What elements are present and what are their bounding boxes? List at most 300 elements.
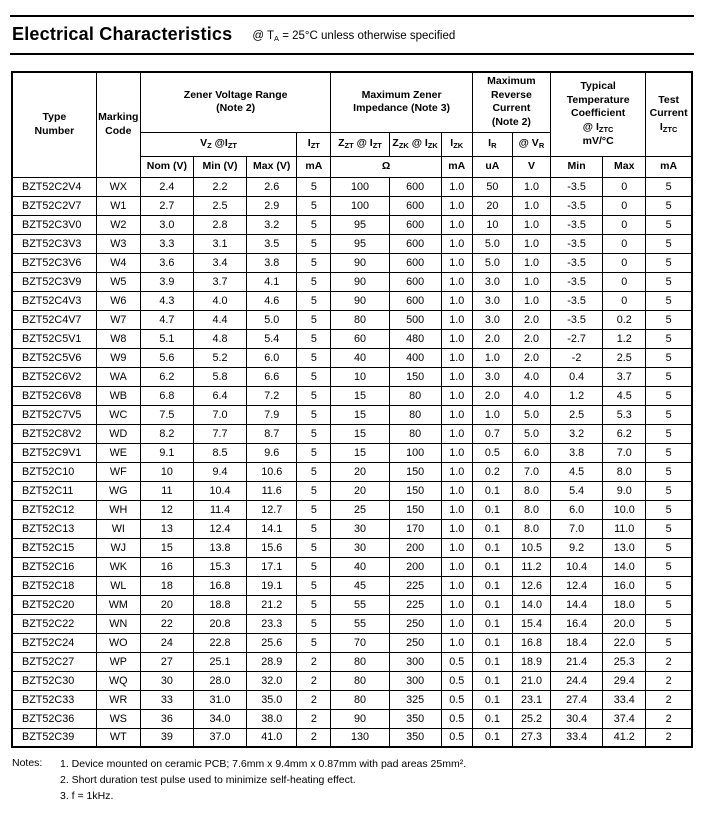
zzt-cell: 15 (331, 405, 389, 424)
vz-max-cell: 3.8 (247, 253, 297, 272)
zzt-cell: 30 (331, 538, 389, 557)
vz-min-cell: 2.8 (193, 215, 246, 234)
vz-max-cell: 15.6 (247, 538, 297, 557)
vr-cell: 5.0 (512, 424, 550, 443)
vz-nom-cell: 3.9 (140, 272, 193, 291)
zzt-cell: 70 (331, 633, 389, 652)
test-current-cell: 5 (646, 367, 692, 386)
tc-max-cell: 2.5 (603, 348, 646, 367)
tc-max-cell: 20.0 (603, 614, 646, 633)
unit-header-izk-ma: mA (441, 156, 472, 177)
ir-cell: 3.0 (472, 291, 512, 310)
test-current-cell: 2 (646, 728, 692, 747)
type-number-cell: BZT52C16 (12, 557, 96, 576)
izk-cell: 1.0 (441, 234, 472, 253)
table-row (12, 633, 692, 652)
table-header (12, 72, 692, 177)
vz-min-cell: 4.8 (193, 329, 246, 348)
zzk-cell: 150 (389, 367, 441, 386)
izk-cell: 1.0 (441, 405, 472, 424)
vz-nom-cell: 11 (140, 481, 193, 500)
vr-cell: 4.0 (512, 386, 550, 405)
table-row (12, 595, 692, 614)
ir-cell: 20 (472, 196, 512, 215)
table-row (12, 538, 692, 557)
vz-min-cell: 2.5 (193, 196, 246, 215)
izt-cell: 5 (297, 329, 331, 348)
type-number-cell: BZT52C15 (12, 538, 96, 557)
zzk-cell: 100 (389, 443, 441, 462)
vz-min-cell: 5.8 (193, 367, 246, 386)
izt-cell: 5 (297, 310, 331, 329)
note-item-1: 1. Device mounted on ceramic PCB; 7.6mm x 9.4mm x 0.87mm with pad areas 25mm². (60, 758, 467, 771)
table-row (12, 386, 692, 405)
vz-max-cell: 9.6 (247, 443, 297, 462)
test-current-cell: 5 (646, 576, 692, 595)
type-number-cell: BZT52C39 (12, 728, 96, 747)
zzk-cell: 400 (389, 348, 441, 367)
ir-cell: 0.1 (472, 671, 512, 690)
vr-cell: 11.2 (512, 557, 550, 576)
tc-min-cell: 30.4 (551, 709, 603, 728)
zzt-cell: 20 (331, 462, 389, 481)
table-row (12, 253, 692, 272)
vz-min-cell: 7.7 (193, 424, 246, 443)
zzt-cell: 40 (331, 348, 389, 367)
test-current-cell: 2 (646, 690, 692, 709)
izt-cell: 2 (297, 690, 331, 709)
vz-max-cell: 5.4 (247, 329, 297, 348)
zzk-cell: 325 (389, 690, 441, 709)
ir-cell: 1.0 (472, 348, 512, 367)
izk-cell: 1.0 (441, 633, 472, 652)
title-row (10, 17, 694, 53)
vr-cell: 1.0 (512, 234, 550, 253)
table-row (12, 177, 692, 196)
test-current-cell: 2 (646, 709, 692, 728)
notes-list (60, 757, 466, 804)
type-number-cell: BZT52C8V2 (12, 424, 96, 443)
tc-max-cell: 10.0 (603, 500, 646, 519)
vz-min-cell: 13.8 (193, 538, 246, 557)
table-row (12, 690, 692, 709)
marking-code-cell: WN (96, 614, 140, 633)
vz-max-cell: 23.3 (247, 614, 297, 633)
vz-min-cell: 12.4 (193, 519, 246, 538)
ir-cell: 3.0 (472, 367, 512, 386)
unit-header-ohm: Ω (331, 156, 441, 177)
izt-cell: 5 (297, 177, 331, 196)
izk-cell: 1.0 (441, 462, 472, 481)
tc-min-cell: 16.4 (551, 614, 603, 633)
vr-cell: 23.1 (512, 690, 550, 709)
table-row (12, 329, 692, 348)
marking-code-cell: WG (96, 481, 140, 500)
tc-max-cell: 6.2 (603, 424, 646, 443)
type-number-cell: BZT52C18 (12, 576, 96, 595)
vz-nom-cell: 20 (140, 595, 193, 614)
test-current-cell: 5 (646, 310, 692, 329)
vz-nom-cell: 6.2 (140, 367, 193, 386)
tc-max-cell: 0 (603, 291, 646, 310)
marking-code-cell: W7 (96, 310, 140, 329)
vz-min-cell: 9.4 (193, 462, 246, 481)
type-number-cell: BZT52C3V3 (12, 234, 96, 253)
tc-max-cell: 9.0 (603, 481, 646, 500)
izk-cell: 1.0 (441, 519, 472, 538)
table-body (12, 177, 692, 747)
ir-cell: 5.0 (472, 253, 512, 272)
zzt-cell: 25 (331, 500, 389, 519)
test-current-cell: 5 (646, 291, 692, 310)
izk-cell: 1.0 (441, 253, 472, 272)
vz-nom-cell: 30 (140, 671, 193, 690)
zzk-cell: 600 (389, 215, 441, 234)
izt-cell: 5 (297, 462, 331, 481)
vr-cell: 18.9 (512, 652, 550, 671)
tc-min-cell: 14.4 (551, 595, 603, 614)
vz-max-cell: 6.6 (247, 367, 297, 386)
col-header-izt: $I_{ZT}$ (297, 132, 331, 156)
vz-nom-cell: 18 (140, 576, 193, 595)
notes-section (12, 757, 694, 804)
marking-code-cell: W4 (96, 253, 140, 272)
izk-cell: 0.5 (441, 652, 472, 671)
table-row (12, 215, 692, 234)
tc-min-cell: 24.4 (551, 671, 603, 690)
test-current-cell: 5 (646, 177, 692, 196)
vz-nom-cell: 3.3 (140, 234, 193, 253)
zzt-cell: 45 (331, 576, 389, 595)
vr-cell: 6.0 (512, 443, 550, 462)
type-number-cell: BZT52C7V5 (12, 405, 96, 424)
vz-nom-cell: 15 (140, 538, 193, 557)
vz-max-cell: 6.0 (247, 348, 297, 367)
vz-max-cell: 8.7 (247, 424, 297, 443)
type-number-cell: BZT52C4V7 (12, 310, 96, 329)
tc-min-cell: -3.5 (551, 253, 603, 272)
tc-min-cell: 18.4 (551, 633, 603, 652)
izt-cell: 5 (297, 595, 331, 614)
tc-max-cell: 22.0 (603, 633, 646, 652)
tc-min-cell: 5.4 (551, 481, 603, 500)
marking-code-cell: WM (96, 595, 140, 614)
marking-code-cell: WR (96, 690, 140, 709)
zzk-cell: 150 (389, 462, 441, 481)
vr-cell: 1.0 (512, 196, 550, 215)
tc-max-cell: 8.0 (603, 462, 646, 481)
tc-min-cell: 1.2 (551, 386, 603, 405)
type-number-cell: BZT52C11 (12, 481, 96, 500)
col-header-test-current: Test Current $I_{ZTC}$ (646, 72, 692, 156)
tc-min-cell: 3.8 (551, 443, 603, 462)
table-row (12, 291, 692, 310)
izt-cell: 2 (297, 671, 331, 690)
vz-min-cell: 6.4 (193, 386, 246, 405)
test-current-cell: 5 (646, 329, 692, 348)
type-number-cell: BZT52C22 (12, 614, 96, 633)
vr-cell: 1.0 (512, 177, 550, 196)
table-row (12, 272, 692, 291)
tc-max-cell: 14.0 (603, 557, 646, 576)
table-row (12, 671, 692, 690)
title-rule (10, 53, 694, 55)
marking-code-cell: WS (96, 709, 140, 728)
tc-min-cell: -3.5 (551, 196, 603, 215)
zzk-cell: 80 (389, 405, 441, 424)
vz-max-cell: 10.6 (247, 462, 297, 481)
zzk-cell: 600 (389, 253, 441, 272)
datasheet-page (0, 15, 704, 804)
izk-cell: 1.0 (441, 500, 472, 519)
type-number-cell: BZT52C4V3 (12, 291, 96, 310)
tc-max-cell: 13.0 (603, 538, 646, 557)
test-current-cell: 5 (646, 234, 692, 253)
zzk-cell: 500 (389, 310, 441, 329)
izk-cell: 0.5 (441, 671, 472, 690)
test-current-cell: 2 (646, 652, 692, 671)
unit-header-vr-v: V (512, 156, 550, 177)
zzk-cell: 600 (389, 291, 441, 310)
zzk-cell: 480 (389, 329, 441, 348)
vr-cell: 16.8 (512, 633, 550, 652)
vr-cell: 12.6 (512, 576, 550, 595)
zzk-cell: 250 (389, 614, 441, 633)
unit-header-izt-ma: mA (297, 156, 331, 177)
izt-cell: 5 (297, 633, 331, 652)
table-row (12, 728, 692, 747)
type-number-cell: BZT52C33 (12, 690, 96, 709)
izk-cell: 0.5 (441, 690, 472, 709)
vz-max-cell: 32.0 (247, 671, 297, 690)
marking-code-cell: WQ (96, 671, 140, 690)
tc-max-cell: 0.2 (603, 310, 646, 329)
marking-code-cell: WX (96, 177, 140, 196)
vz-min-cell: 28.0 (193, 671, 246, 690)
marking-code-cell: WA (96, 367, 140, 386)
tc-max-cell: 0 (603, 177, 646, 196)
tc-min-cell: -3.5 (551, 234, 603, 253)
vz-max-cell: 19.1 (247, 576, 297, 595)
marking-code-cell: WT (96, 728, 140, 747)
ir-cell: 10 (472, 215, 512, 234)
col-header-max-reverse-current: Maximum Reverse Current (Note 2) (472, 72, 550, 132)
ir-cell: 0.5 (472, 443, 512, 462)
zzt-cell: 40 (331, 557, 389, 576)
izt-cell: 5 (297, 519, 331, 538)
type-number-cell: BZT52C13 (12, 519, 96, 538)
zzk-cell: 350 (389, 709, 441, 728)
vz-min-cell: 5.2 (193, 348, 246, 367)
unit-header-min: Min (V) (193, 156, 246, 177)
type-number-cell: BZT52C3V9 (12, 272, 96, 291)
vr-cell: 27.3 (512, 728, 550, 747)
tc-min-cell: 9.2 (551, 538, 603, 557)
vz-nom-cell: 2.7 (140, 196, 193, 215)
izk-cell: 1.0 (441, 310, 472, 329)
marking-code-cell: W3 (96, 234, 140, 253)
note-item-3: 3. f = 1kHz. (60, 789, 114, 802)
zzk-cell: 350 (389, 728, 441, 747)
vz-min-cell: 31.0 (193, 690, 246, 709)
izt-cell: 5 (297, 367, 331, 386)
tc-min-cell: 33.4 (551, 728, 603, 747)
test-current-cell: 5 (646, 462, 692, 481)
zzk-cell: 225 (389, 595, 441, 614)
vz-max-cell: 5.0 (247, 310, 297, 329)
tc-max-cell: 29.4 (603, 671, 646, 690)
tc-min-cell: 6.0 (551, 500, 603, 519)
vz-max-cell: 3.5 (247, 234, 297, 253)
notes-label: Notes: (12, 757, 43, 770)
izk-cell: 1.0 (441, 595, 472, 614)
tc-min-cell: -3.5 (551, 291, 603, 310)
marking-code-cell: W6 (96, 291, 140, 310)
izk-cell: 1.0 (441, 481, 472, 500)
vr-cell: 8.0 (512, 481, 550, 500)
ir-cell: 50 (472, 177, 512, 196)
type-number-cell: BZT52C6V2 (12, 367, 96, 386)
test-current-cell: 5 (646, 443, 692, 462)
vr-cell: 25.2 (512, 709, 550, 728)
tc-max-cell: 1.2 (603, 329, 646, 348)
test-current-cell: 5 (646, 557, 692, 576)
ir-cell: 5.0 (472, 234, 512, 253)
marking-code-cell: WP (96, 652, 140, 671)
tc-max-cell: 33.4 (603, 690, 646, 709)
vz-max-cell: 2.6 (247, 177, 297, 196)
izt-cell: 5 (297, 443, 331, 462)
izt-cell: 5 (297, 386, 331, 405)
vz-min-cell: 4.0 (193, 291, 246, 310)
vr-cell: 1.0 (512, 272, 550, 291)
izk-cell: 1.0 (441, 272, 472, 291)
vz-max-cell: 17.1 (247, 557, 297, 576)
izt-cell: 5 (297, 253, 331, 272)
test-current-cell: 5 (646, 348, 692, 367)
zzk-cell: 200 (389, 538, 441, 557)
zzk-cell: 250 (389, 633, 441, 652)
marking-code-cell: W1 (96, 196, 140, 215)
vz-nom-cell: 3.6 (140, 253, 193, 272)
izt-cell: 5 (297, 481, 331, 500)
zzt-cell: 95 (331, 234, 389, 253)
izt-cell: 5 (297, 500, 331, 519)
vz-min-cell: 3.7 (193, 272, 246, 291)
tc-min-cell: -2.7 (551, 329, 603, 348)
vr-cell: 2.0 (512, 329, 550, 348)
type-number-cell: BZT52C24 (12, 633, 96, 652)
vz-min-cell: 16.8 (193, 576, 246, 595)
izt-cell: 2 (297, 652, 331, 671)
zzt-cell: 80 (331, 652, 389, 671)
marking-code-cell: WJ (96, 538, 140, 557)
vz-min-cell: 10.4 (193, 481, 246, 500)
type-number-cell: BZT52C36 (12, 709, 96, 728)
izt-cell: 5 (297, 538, 331, 557)
table-row (12, 500, 692, 519)
izt-cell: 5 (297, 614, 331, 633)
test-current-cell: 5 (646, 614, 692, 633)
test-current-cell: 5 (646, 519, 692, 538)
izt-cell: 2 (297, 728, 331, 747)
marking-code-cell: WF (96, 462, 140, 481)
izk-cell: 1.0 (441, 196, 472, 215)
table-row (12, 405, 692, 424)
vz-max-cell: 12.7 (247, 500, 297, 519)
table-row (12, 557, 692, 576)
tc-min-cell: 2.5 (551, 405, 603, 424)
tc-max-cell: 0 (603, 253, 646, 272)
vz-max-cell: 38.0 (247, 709, 297, 728)
izt-cell: 2 (297, 709, 331, 728)
ir-cell: 3.0 (472, 310, 512, 329)
table-row (12, 424, 692, 443)
izt-cell: 5 (297, 291, 331, 310)
unit-header-tc-min: Min (551, 156, 603, 177)
col-header-vz-at-izt: $V_Z$ $@I_{ZT}$ (140, 132, 296, 156)
ir-cell: 0.1 (472, 557, 512, 576)
zzk-cell: 80 (389, 424, 441, 443)
type-number-cell: BZT52C20 (12, 595, 96, 614)
zzk-cell: 600 (389, 196, 441, 215)
vz-max-cell: 2.9 (247, 196, 297, 215)
unit-header-tc-max: Max (603, 156, 646, 177)
izk-cell: 1.0 (441, 557, 472, 576)
marking-code-cell: WO (96, 633, 140, 652)
table-row (12, 481, 692, 500)
tc-max-cell: 3.7 (603, 367, 646, 386)
vr-cell: 7.0 (512, 462, 550, 481)
type-number-cell: BZT52C9V1 (12, 443, 96, 462)
tc-max-cell: 0 (603, 196, 646, 215)
tc-max-cell: 11.0 (603, 519, 646, 538)
izt-cell: 5 (297, 424, 331, 443)
marking-code-cell: WL (96, 576, 140, 595)
vz-max-cell: 3.2 (247, 215, 297, 234)
zzk-cell: 300 (389, 671, 441, 690)
test-current-cell: 5 (646, 405, 692, 424)
zzt-cell: 130 (331, 728, 389, 747)
vr-cell: 21.0 (512, 671, 550, 690)
izk-cell: 1.0 (441, 348, 472, 367)
vz-nom-cell: 22 (140, 614, 193, 633)
type-number-cell: BZT52C12 (12, 500, 96, 519)
test-current-cell: 5 (646, 253, 692, 272)
ir-cell: 0.1 (472, 690, 512, 709)
marking-code-cell: WC (96, 405, 140, 424)
page-title: Electrical Characteristics (12, 24, 233, 44)
type-number-cell: BZT52C10 (12, 462, 96, 481)
col-header-zener-voltage-range: Zener Voltage Range (Note 2) (140, 72, 331, 132)
title-condition: @ $T_A = 25^\circ C$ unless otherwise specified (252, 29, 456, 43)
col-header-zzk-at-izk: $Z_{ZK}$ @ $I_{ZK}$ (389, 132, 441, 156)
vz-min-cell: 3.4 (193, 253, 246, 272)
marking-code-cell: W2 (96, 215, 140, 234)
zzk-cell: 600 (389, 177, 441, 196)
zzk-cell: 300 (389, 652, 441, 671)
marking-code-cell: WE (96, 443, 140, 462)
vz-min-cell: 4.4 (193, 310, 246, 329)
tc-min-cell: -3.5 (551, 272, 603, 291)
vz-max-cell: 14.1 (247, 519, 297, 538)
vz-nom-cell: 5.1 (140, 329, 193, 348)
zzt-cell: 90 (331, 291, 389, 310)
test-current-cell: 5 (646, 424, 692, 443)
vr-cell: 2.0 (512, 348, 550, 367)
table-row (12, 709, 692, 728)
zzt-cell: 80 (331, 310, 389, 329)
